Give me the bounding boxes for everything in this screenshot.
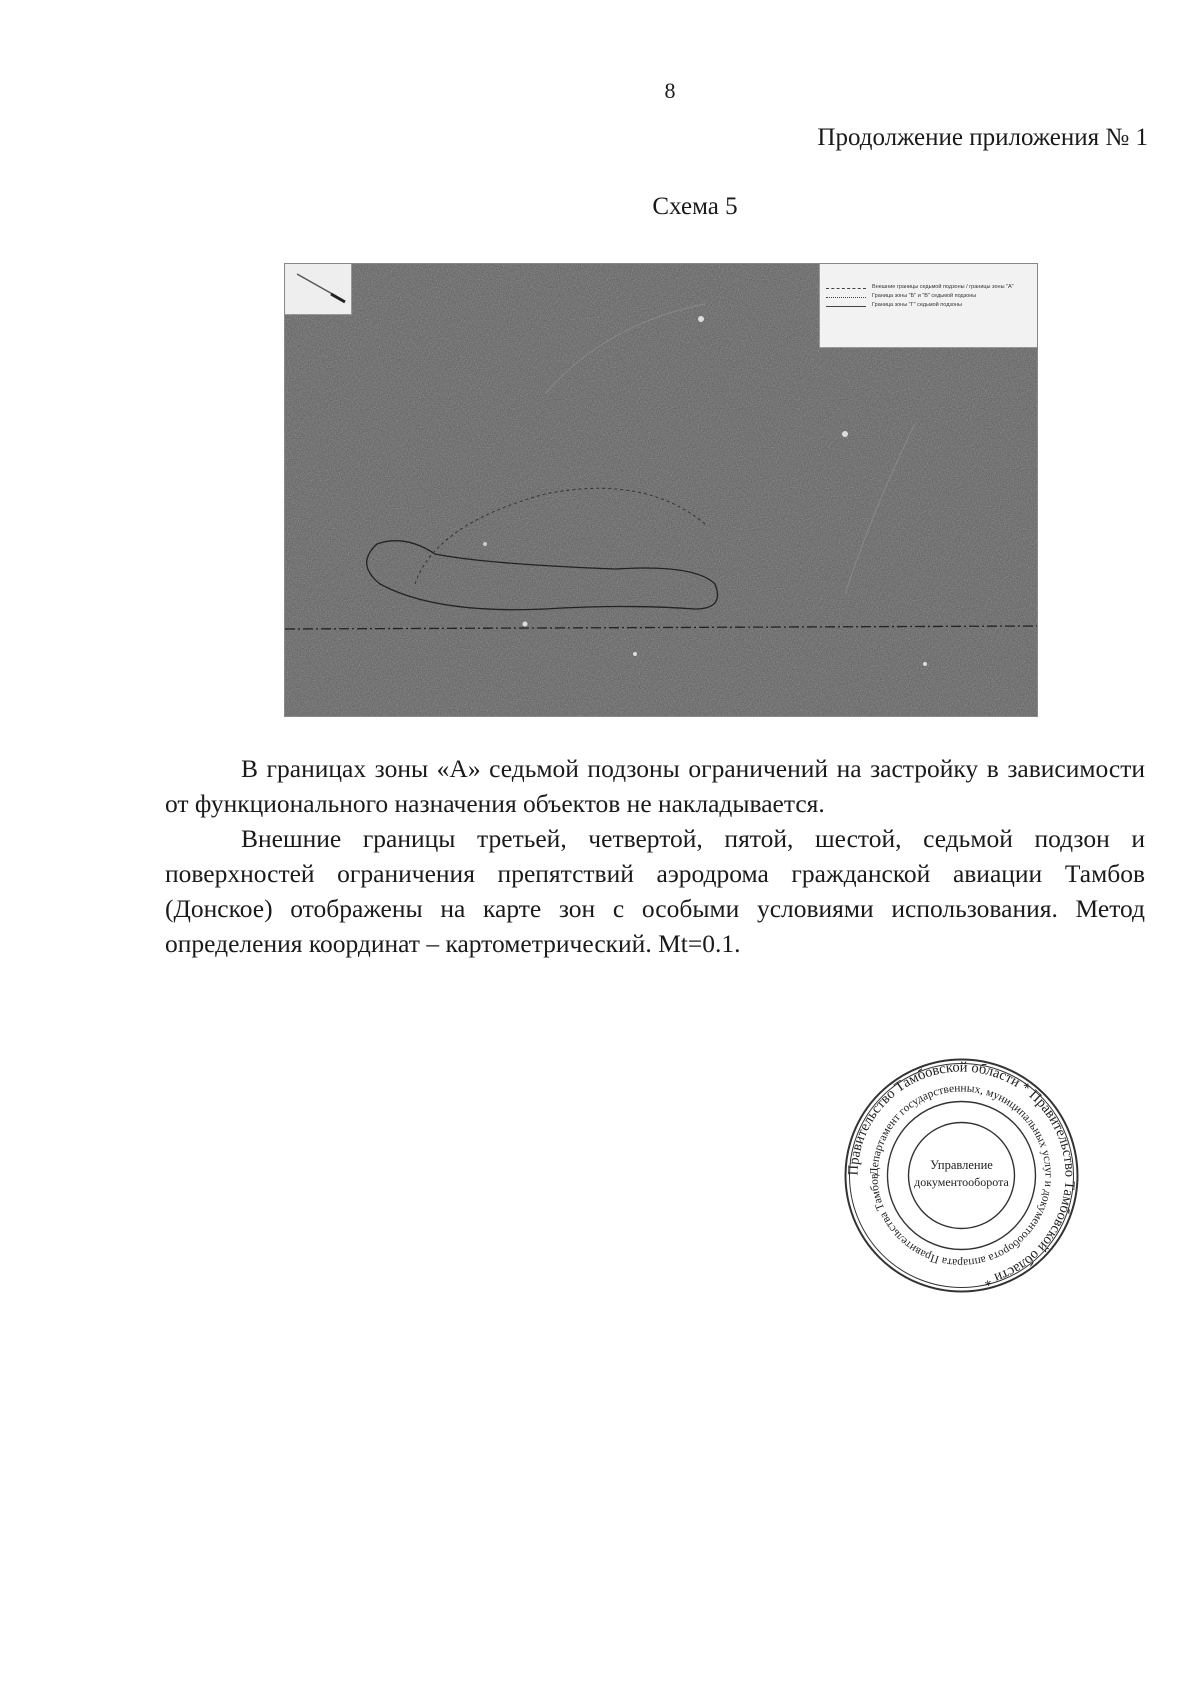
legend-row xyxy=(826,302,1033,308)
page-number: 8 xyxy=(664,78,676,103)
stamp-seal-icon xyxy=(843,1057,1080,1294)
legend-row xyxy=(826,293,1033,299)
legend-text: Граница зоны "Б" и "В" седьмой подзоны xyxy=(872,293,977,299)
stamp-center-line1: Управление xyxy=(930,1158,993,1172)
legend-line xyxy=(826,288,866,289)
paragraph: Внешние границы третьей, четвертой, пятой, шестой, седьмой подзон и поверхностей ограничения препятствий аэродрома гражданской авиации Тамбов (Донское) отображены на карте зон с особыми условиями использования. Метод определения координат – картометрический. Mt=0.1. xyxy=(165,824,1145,958)
body-text xyxy=(165,751,1145,961)
map-north-marker xyxy=(285,264,352,315)
legend-text: Внешние границы седьмой подзоны / границы зоны "А" xyxy=(872,284,1014,290)
official-stamp xyxy=(843,1057,1080,1294)
stamp-middle-text: Департамент государственных, муниципальных услуг и документооборота аппарата Правительства Тамбов xyxy=(868,1082,1055,1269)
legend-line xyxy=(826,297,866,298)
scheme-title: Схема 5 xyxy=(652,193,738,220)
paragraph: В границах зоны «А» седьмой подзоны ограничений на застройку в зависимости от функционального назначения объектов не накладывается. xyxy=(165,754,1145,818)
continuation-heading: Продолжение приложения № 1 xyxy=(817,124,1148,151)
scheme-map xyxy=(284,263,1038,717)
legend-text: Граница зоны "Г" седьмой подзоны xyxy=(872,302,962,308)
north-arrow-icon xyxy=(285,264,351,314)
legend-row xyxy=(826,284,1033,290)
stamp-center-line2: документооборота xyxy=(914,1175,1009,1189)
stamp-outer-text: Правительство Тамбовской области * Правительство Тамбовской области * xyxy=(845,1059,1078,1289)
legend-line xyxy=(826,306,866,307)
map-legend xyxy=(819,264,1037,348)
